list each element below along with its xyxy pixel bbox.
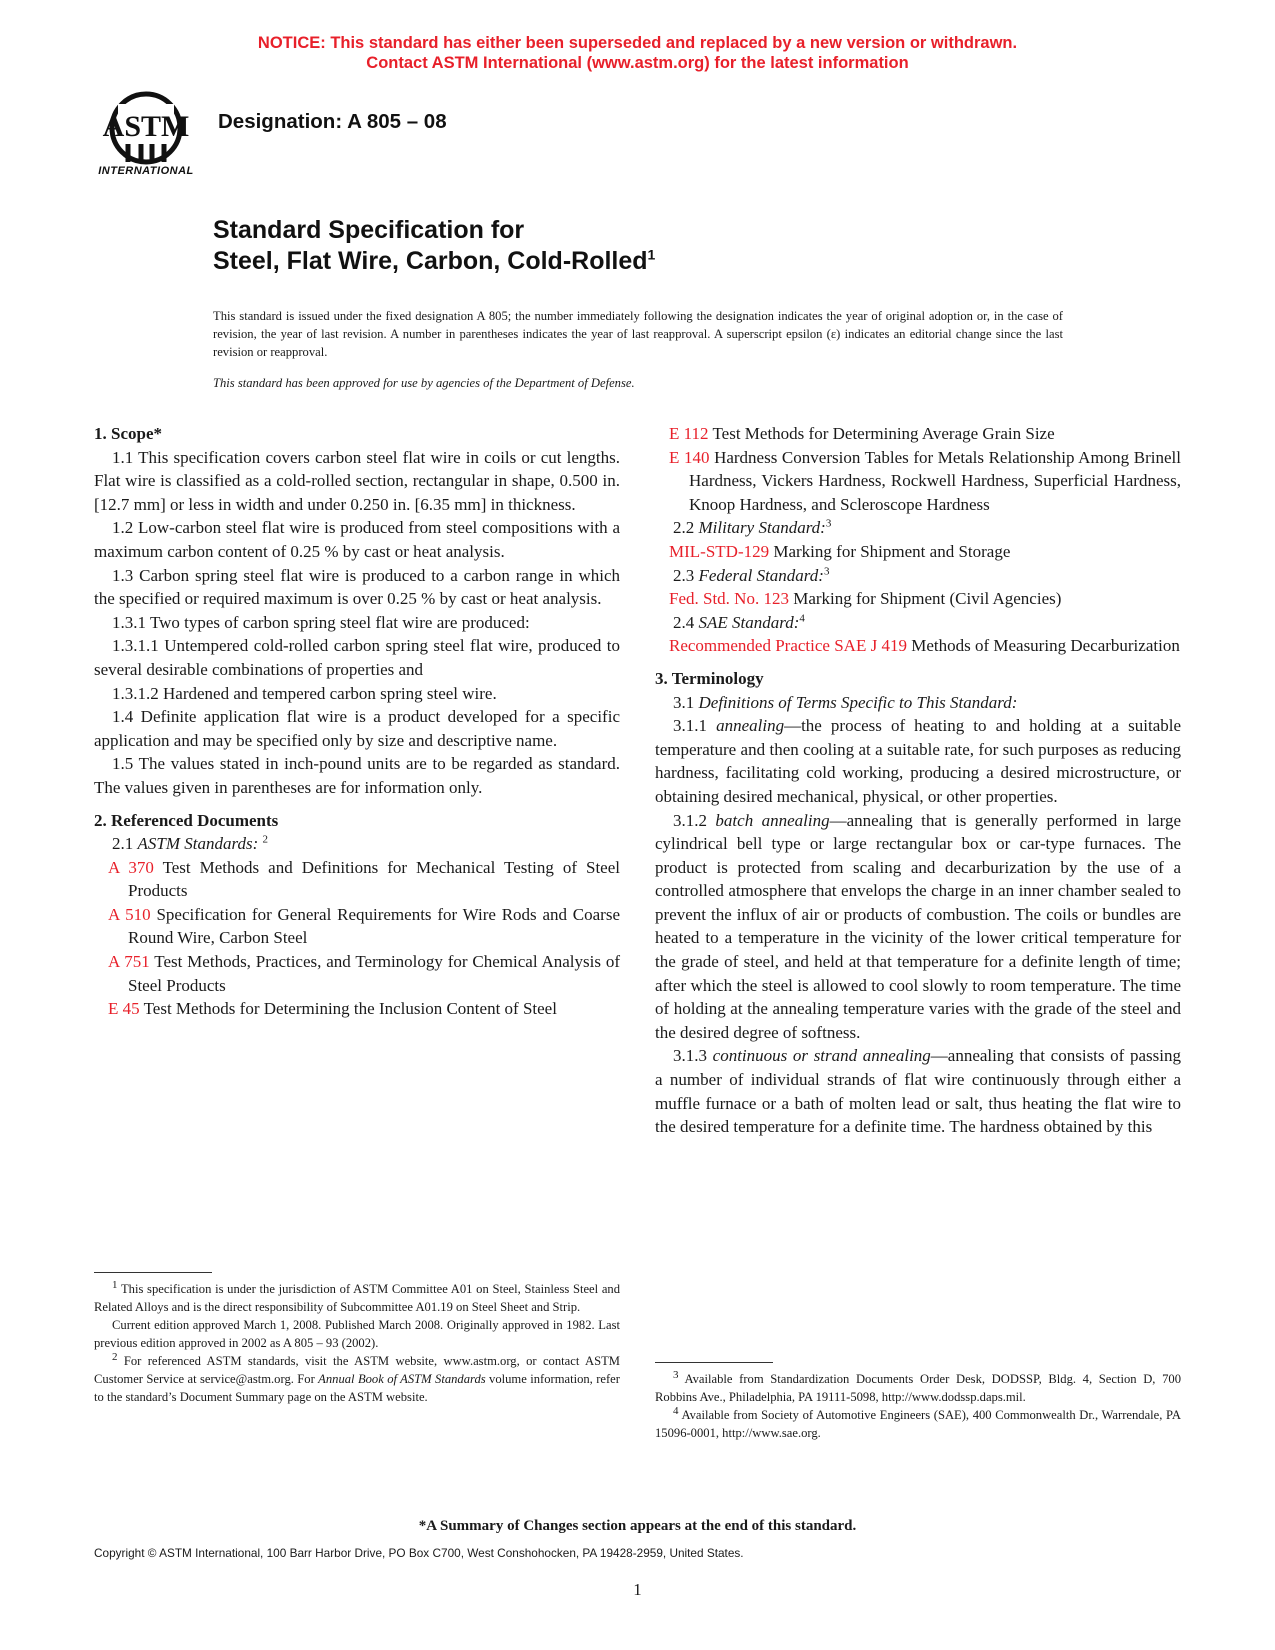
subsection-2-1 [94,832,620,856]
reference-title: Test Methods for Determining Average Grain Size [712,424,1055,443]
reference-item [655,422,1181,446]
reference-link[interactable]: E 112 [669,424,709,443]
notice-line-1: NOTICE: This standard has either been superseded and replaced by a new version or withdrawn. [257,34,1018,52]
footnote-divider [94,1272,212,1273]
subsection-3-1 [655,691,1181,715]
definition-annealing [655,714,1181,808]
footnote-1-edition: Current edition approved March 1, 2008. Published March 2008. Originally approved in 1982. Last previous edition approved in 2002 as A 805 – 93 (2002). [94,1318,620,1350]
subsection-2-4 [655,611,1181,635]
paragraph-1-3-1: 1.3.1 Two types of carbon spring steel flat wire are produced: [112,612,530,632]
footnote-divider [655,1362,773,1363]
section-heading-scope: 1. Scope* [94,424,162,443]
reference-item [94,997,620,1021]
definition-text: —annealing that consists of passing a number of individual strands of flat wire continuously through either a muffle furnace or a bath of molten lead or salt, thus heating the flat wire to the desired temperature for a definite time. The hardness obtained by this [655,1046,1181,1137]
footnotes-right [655,1370,1181,1442]
reference-title: Marking for Shipment (Civil Agencies) [793,589,1062,609]
subsection-label: Federal Standard: [698,565,824,585]
footnote-1 [94,1280,620,1316]
left-column [94,422,620,1021]
reference-link[interactable]: E 140 [669,447,710,467]
reference-title: Hardness Conversion Tables for Metals Relationship Among Brinell Hardness, Vickers Hardness, Rockwell Hardness, Superficial Hardness, Knoop Hardness, and Scleroscope Hardness [689,447,1181,514]
footnote-mark: 1 [112,1278,118,1291]
reference-title: Test Methods and Definitions for Mechanical Testing of Steel Products [128,857,620,901]
page-number: 1 [633,1580,642,1599]
title-footnote-mark: 1 [647,246,656,263]
footnote-text: Available from Society of Automotive Engineers (SAE), 400 Commonwealth Dr., Warrendale, PA 15096-0001, http://www.sae.org. [655,1408,1181,1440]
definition-continuous-annealing [655,1044,1181,1138]
right-column [655,422,1181,1139]
document-title [213,215,655,277]
subsection-number: 2.2 [673,518,695,538]
paragraph-1-3: 1.3 Carbon spring steel flat wire is produced to a carbon range in which the specified or required maximum is over 0.25 % by cast or heat analysis. [94,565,620,609]
copyright-line: Copyright © ASTM International, 100 Barr Harbor Drive, PO Box C700, West Conshohocken, PA 19428-2959, United States. [94,1546,744,1560]
reference-item [94,903,620,950]
logo-caption: INTERNATIONAL [98,165,194,177]
astm-logo-mark: ASTM [102,110,190,143]
reference-title: Test Methods, Practices, and Terminology for Chemical Analysis of Steel Products [128,952,620,995]
paragraph-1-3-1-1: 1.3.1.1 Untempered cold-rolled carbon spring steel flat wire, produced to several desirable combinations of properties and [94,636,620,679]
definition-batch-annealing [655,809,1181,1045]
definition-number: 3.1.1 [673,716,707,736]
paragraph-1-3-1-2: 1.3.1.2 Hardened and tempered carbon spring steel wire. [112,683,497,703]
subsection-number: 2.1 [112,834,134,854]
footnote-text: For referenced ASTM standards, visit the ASTM website, www.astm.org, or contact ASTM Customer Service at service@astm.org. For [94,1354,620,1386]
subsection-2-3 [655,564,1181,588]
paragraph-1-2: 1.2 Low-carbon steel flat wire is produced from steel compositions with a maximum carbon content of 0.25 % by cast or heat analysis. [94,518,620,561]
reference-link[interactable]: A 751 [108,952,150,972]
footnote-4 [655,1406,1181,1442]
reference-item [655,446,1181,517]
footnote-ref: 2 [262,833,268,846]
footnote-ref: 3 [825,517,832,530]
title-main: Steel, Flat Wire, Carbon, Cold-Rolled [213,247,648,275]
footnote-italic: Annual Book of ASTM Standards [318,1372,486,1386]
reference-link[interactable]: Fed. Std. No. 123 [669,589,789,609]
footnote-mark: 4 [673,1404,679,1417]
reference-title: Test Methods for Determining the Inclusion Content of Steel [143,999,557,1019]
reference-item [94,950,620,997]
designation: Designation: A 805 – 08 [218,110,447,133]
footnote-mark: 3 [673,1368,679,1381]
paragraph-1-4: 1.4 Definite application flat wire is a product developed for a specific application and may be specified only by size and descriptive name. [94,707,620,750]
footnote-text: Available from Standardization Documents Order Desk, DODSSP, Bldg. 4, Section D, 700 Robbins Ave., Philadelphia, PA 19111-5098, http://www.dodssp.daps.mil. [655,1372,1181,1404]
definition-text: —the process of heating to and holding at a suitable temperature and then cooling at a suitable rate, for such purposes as reducing hardness, facilitating cold working, producing a desired microstructure, or obtaining desired mechanical, physical, or other properties. [655,716,1182,806]
section-heading-referenced-documents: 2. Referenced Documents [94,810,279,830]
footnote-text: volume information, refer to the standard’s Document Summary page on the ASTM website. [94,1372,620,1404]
footnote-mark: 2 [112,1350,118,1363]
footnote-ref: 4 [799,612,805,625]
subsection-number: 2.4 [673,612,695,632]
subsection-label: SAE Standard: [698,612,800,632]
reference-title: Methods of Measuring Decarburization [911,636,1180,656]
reference-title: Marking for Shipment and Storage [773,541,1011,561]
paragraph-1-1: 1.1 This specification covers carbon steel flat wire in coils or cut lengths. Flat wire is classified as a cold-rolled section, rectangular in shape, 0.500 in. [12.7 mm] or less in width and under 0.250 in. [6.35 mm] in thickness. [94,447,620,514]
reference-link[interactable]: A 510 [108,904,151,924]
astm-logo [94,88,198,184]
definition-text: —annealing that is generally performed in large cylindrical bell type or large rectangular box or car-type furnaces. The product is protected from scaling and decarburization by the use of a controlled atmosphere that envelops the charge in an inner chamber sealed to prevent the influx of air or products of combustion. The coils or bundles are heated to a temperature in the vicinity of the lower critical temperature for the grade of steel, and held at that temperature for a definite length of time; after which the steel is allowed to cool slowly to room temperature. The time of holding at the annealing temperature varies with the grade of the steel and the desired degree of softness. [655,810,1181,1042]
title-line-1: Standard Specification for [213,216,525,244]
standard-issuance-note: This standard is issued under the fixed designation A 805; the number immediately following the designation indicates the year of original adoption or, in the case of revision, the year of last revision. A number in parentheses indicates the year of last reapproval. A superscript epsilon (ε) indicates an editorial change since the last revision or reapproval. [213,309,1063,359]
reference-title: Specification for General Requirements for Wire Rods and Coarse Round Wire, Carbon Steel [128,904,621,948]
definition-number: 3.1.2 [673,810,707,830]
definition-number: 3.1.3 [673,1046,707,1066]
notice-line-2: Contact ASTM International (www.astm.org) for the latest information [366,54,909,72]
footnote-3 [655,1370,1181,1406]
section-heading-terminology: 3. Terminology [655,668,764,688]
subsection-number: 3.1 [673,692,695,712]
reference-link[interactable]: Recommended Practice SAE J 419 [669,636,907,656]
reference-item [94,856,620,903]
footnote-2 [94,1352,620,1406]
reference-link[interactable]: E 45 [108,999,140,1019]
withdrawal-notice [0,33,1275,73]
reference-item [655,540,1181,564]
summary-of-changes-note: *A Summary of Changes section appears at the end of this standard. [418,1518,857,1534]
paragraph-1-5: 1.5 The values stated in inch-pound units are to be regarded as standard. The values given in parentheses are for information only. [94,754,620,797]
subsection-number: 2.3 [673,565,695,585]
title-line-2 [213,246,655,277]
subsection-label: Military Standard: [698,518,826,538]
footnote-text: This specification is under the jurisdiction of ASTM Committee A01 on Steel, Stainless Steel and Related Alloys and is the direct responsibility of Subcommittee A01.19 on Steel Sheet and Strip. [94,1282,620,1314]
astm-emblem-icon [94,88,198,166]
reference-item [655,587,1181,611]
dod-approval-note: This standard has been approved for use by agencies of the Department of Defense. [213,376,635,390]
footnotes-left [94,1280,620,1406]
definition-term: batch annealing [715,810,830,830]
reference-link[interactable]: A 370 [108,857,154,877]
subsection-2-2 [655,516,1181,540]
subsection-label: Definitions of Terms Specific to This Standard: [698,692,1018,712]
definition-term: annealing [716,716,785,736]
footnote-ref: 3 [823,564,830,577]
subsection-label: ASTM Standards: [137,834,259,854]
reference-item [655,634,1181,658]
reference-link[interactable]: MIL-STD-129 [669,541,770,561]
definition-term: continuous or strand annealing [712,1046,931,1066]
